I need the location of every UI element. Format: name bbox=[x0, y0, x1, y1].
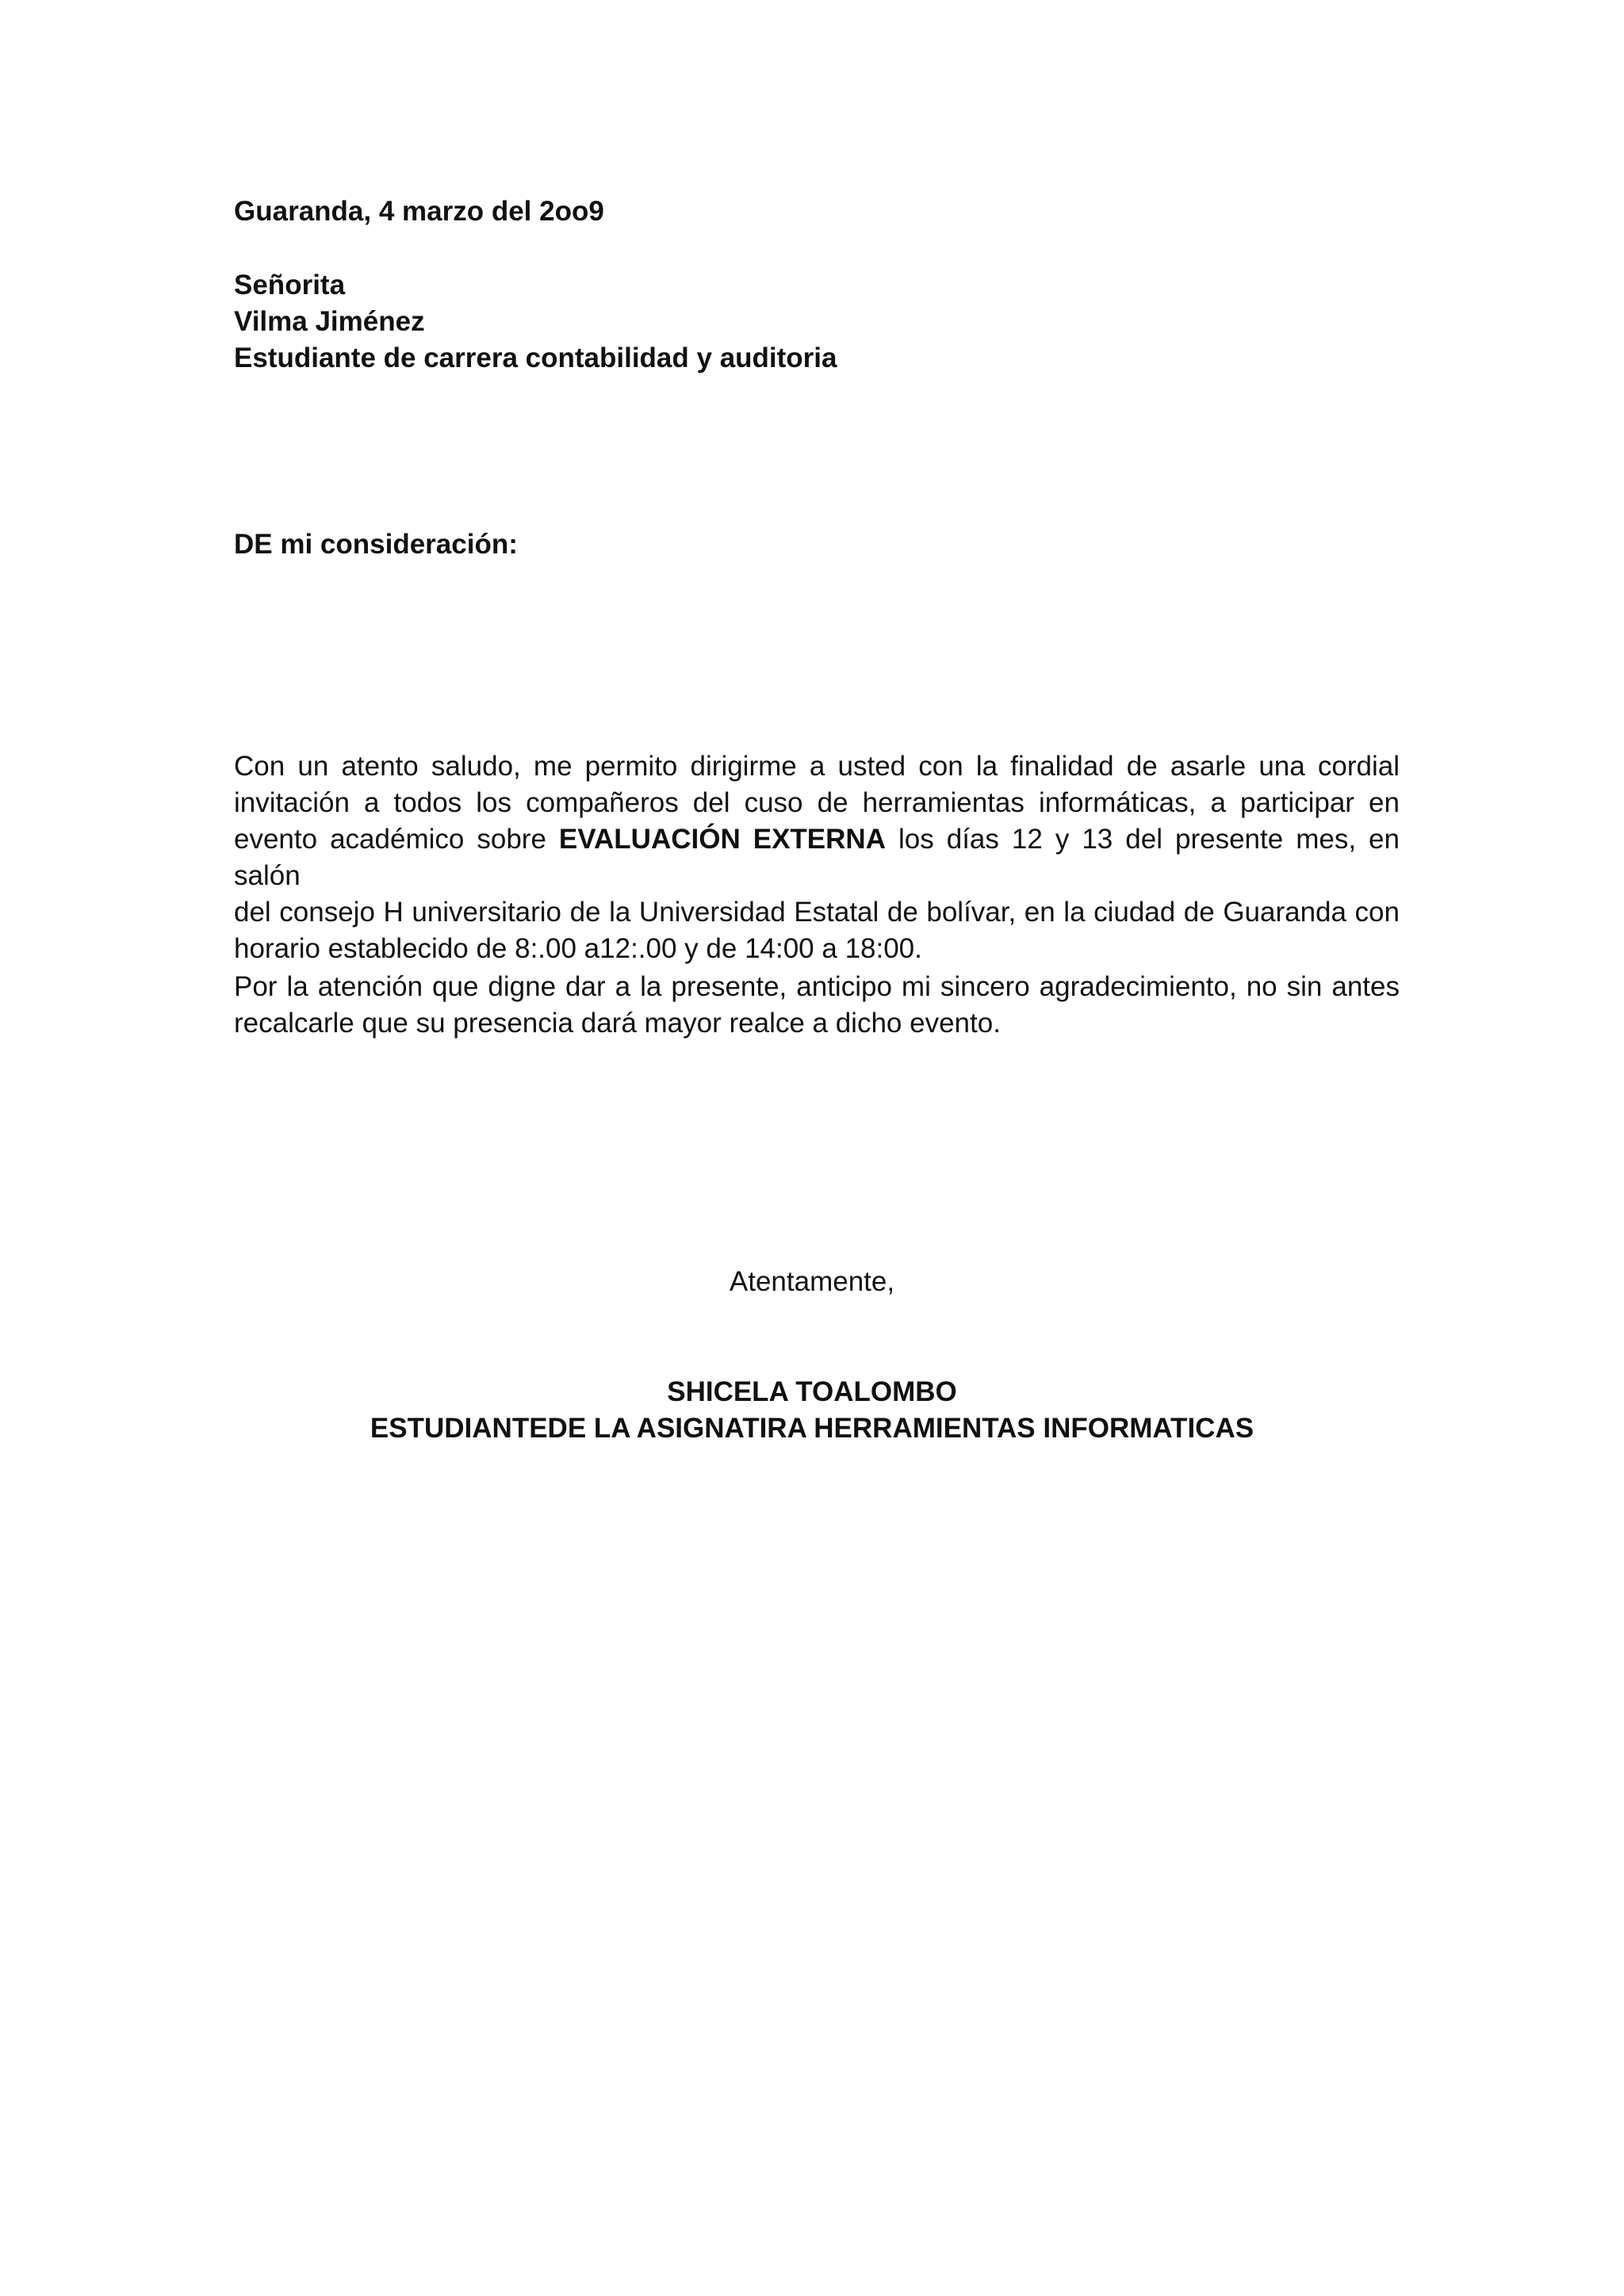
recipient-name: Vilma Jiménez bbox=[234, 306, 425, 337]
letter-date-block bbox=[234, 193, 1400, 230]
closing-block bbox=[0, 1264, 1624, 1300]
salutation: DE mi consideración: bbox=[234, 529, 518, 560]
closing: Atentamente, bbox=[729, 1266, 895, 1297]
paragraph-1-line-3-post: los días 12 y 13 del presente mes, en salón bbox=[234, 824, 1400, 891]
salutation-block bbox=[234, 526, 1400, 563]
letter-date: Guaranda, 4 marzo del 2oo9 bbox=[234, 196, 604, 227]
paragraph-1-line-3-pre: evento académico sobre bbox=[234, 824, 559, 855]
signature-name: SHICELA TOALOMBO bbox=[667, 1376, 957, 1407]
paragraph-2-line-2: recalcarle que su presencia dará mayor realce a dicho evento. bbox=[234, 1008, 1001, 1039]
event-topic-bold: EVALUACIÓN EXTERNA bbox=[558, 824, 886, 855]
recipient-block bbox=[234, 267, 1400, 377]
paragraph-1-line-5: horario establecido de 8:.00 a12:.00 y de 14:00 a 18:00. bbox=[234, 933, 922, 964]
paragraph-2-line-1: Por la atención que digne dar a la presente, anticipo mi sincero agradecimiento, no sin antes bbox=[234, 971, 1400, 1002]
paragraph-1-line-4: del consejo H universitario de la Universidad Estatal de bolívar, en la ciudad de Guaranda con bbox=[234, 897, 1400, 928]
body-paragraph-1 bbox=[234, 748, 1400, 967]
recipient-role: Estudiante de carrera contabilidad y auditoria bbox=[234, 342, 837, 373]
body-paragraph-2 bbox=[234, 969, 1400, 1042]
paragraph-1-line-1: Con un atento saludo, me permito dirigirme a usted con la finalidad de asarle una cordial bbox=[234, 751, 1400, 782]
signature-role: ESTUDIANTEDE LA ASIGNATIRA HERRAMIENTAS INFORMATICAS bbox=[370, 1413, 1254, 1444]
recipient-title: Señorita bbox=[234, 270, 346, 300]
paragraph-1-line-2: invitación a todos los compañeros del cuso de herramientas informáticas, a participar en bbox=[234, 787, 1400, 818]
signature-block bbox=[0, 1374, 1624, 1447]
paragraph-1-line-3 bbox=[234, 821, 1400, 894]
